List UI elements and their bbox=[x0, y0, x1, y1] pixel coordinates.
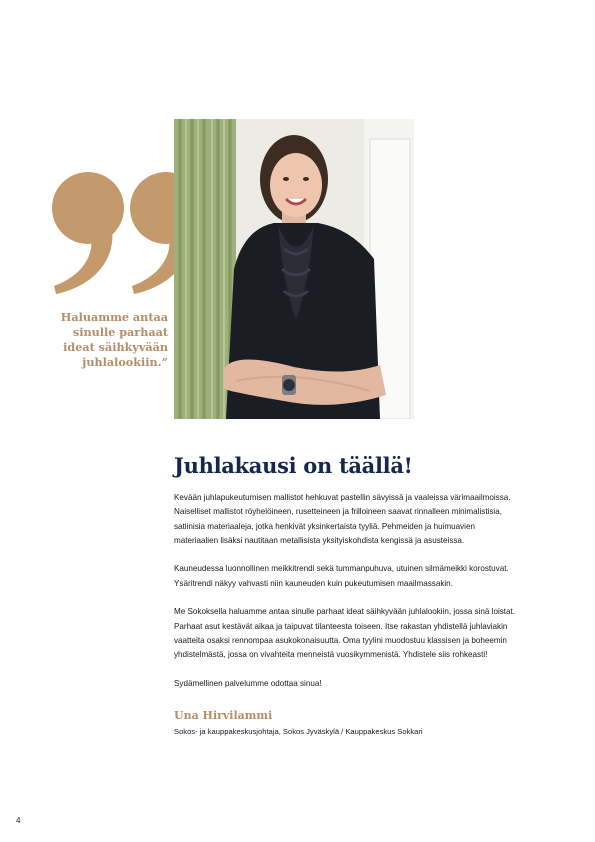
body-paragraph: Kevään juhlapukeutumisen mallistot hehkuvat pastellin sävyissä ja vaaleissa värimaailmoissa. Naiselliset mallistot röyhelöineen, rusetteineen ja frilloineen saavat rinnalleen minimalistisia, satiinisia materiaaleja, jotka henkivät yksinkertaista tyyliä. Pehmeiden ja huimuavien materiaalien lisäksi nautitaan metallisista yksityiskohdista kengissä ja asusteissa. bbox=[174, 493, 511, 545]
pull-quote bbox=[40, 310, 168, 370]
signature-name: Una Hirvilammi bbox=[174, 709, 273, 722]
body-paragraph: Me Sokoksella haluamme antaa sinulle parhaat ideat säihkyvään juhlalookiin, jossa sinä loistat. Parhaat asut kestävät aikaa ja taipuvat tilanteesta toiseen. Itse rakastan yhdistellä juhlaviakin vaatteita osaksi rennompaa asukokonaisuutta. Oma tyylini muodostuu klassisen ja boheemin yhdistelmästä, jossa on vivahteita menneistä vuosikymmenistä. Yhdistele siis rohkeasti! bbox=[174, 607, 516, 660]
page-title: Juhlakausi on täällä! bbox=[174, 453, 413, 478]
page-number: 4 bbox=[16, 816, 21, 825]
signature-role: Sokos- ja kauppakeskusjohtaja, Sokos Jyväskylä / Kauppakeskus Sokkari bbox=[174, 727, 423, 736]
article-body bbox=[174, 491, 519, 705]
pull-quote-line: juhlalookiin.” bbox=[82, 355, 168, 369]
body-paragraph: Kauneudessa luonnollinen meikkitrendi sekä tummanpuhuva, utuinen silmämeikki korostuvat. Ysäritrendi näkyy vahvasti niin kauneuden kuin pukeutumisen maailmassakin. bbox=[174, 564, 509, 588]
pull-quote-line: Haluamme antaa bbox=[60, 310, 168, 324]
pull-quote-line: ideat säihkyvään bbox=[63, 340, 168, 354]
portrait-photo bbox=[174, 119, 414, 419]
pull-quote-line: sinulle parhaat bbox=[72, 325, 168, 339]
body-paragraph: Sydämellinen palvelumme odottaa sinua! bbox=[174, 678, 322, 688]
